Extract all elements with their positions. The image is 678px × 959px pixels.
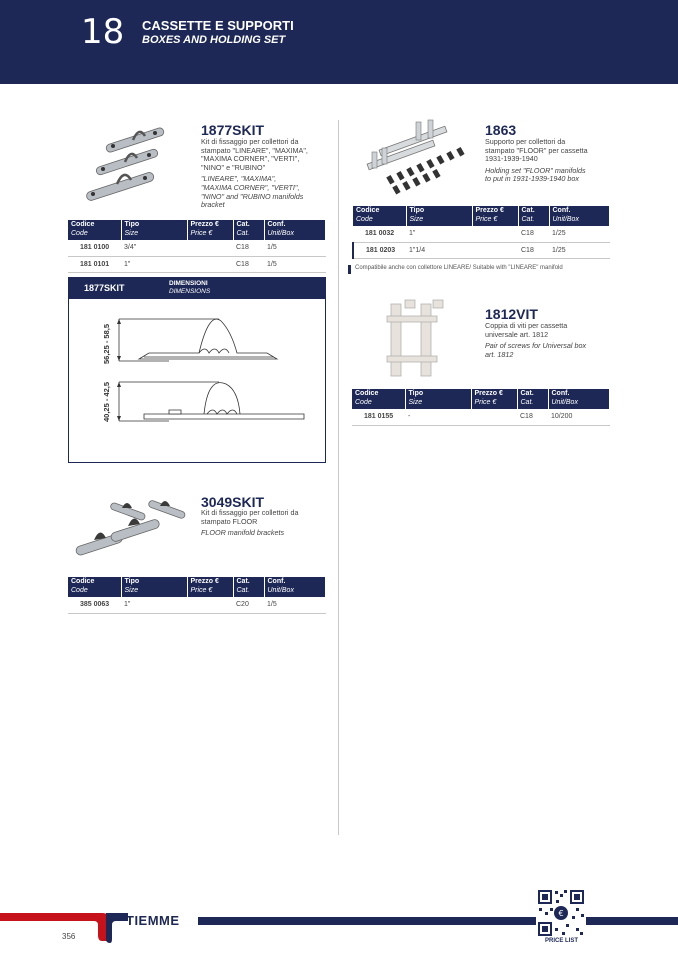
- dimensions-code: 1877SKIT: [84, 283, 125, 293]
- product-desc-3049skit: [201, 509, 326, 538]
- table-3049skit: [68, 577, 326, 614]
- product-desc-1863: [485, 138, 610, 184]
- cell-cat: C18: [518, 226, 549, 242]
- product-image-1812vit: [385, 298, 449, 382]
- cell-size: -: [405, 409, 471, 425]
- table-header-row: [68, 577, 326, 597]
- brand-logo: TIEMME: [126, 913, 180, 928]
- th-cat: Cat. Cat.: [518, 206, 549, 226]
- product-image-1877skit: [75, 118, 195, 210]
- desc-it: Supporto per collettori da stampato "FLOOR" per cassetta 1931-1939-1940: [485, 137, 588, 164]
- cell-box: 1/5: [264, 256, 326, 272]
- section-number: 18: [81, 12, 125, 52]
- th-size: Tipo Size: [405, 389, 471, 409]
- cell-cat: C18: [518, 242, 549, 258]
- product-title-1877skit: 1877SKIT: [201, 122, 265, 138]
- qr-label: PRICE LIST: [545, 938, 579, 944]
- th-box: Conf. Unit/Box: [264, 220, 326, 240]
- table-row: [353, 226, 610, 242]
- th-box: Conf. Unit/Box: [264, 577, 326, 597]
- desc-it: Coppia di viti per cassetta universale art. 1812: [485, 321, 568, 339]
- th-code: Codice Code: [68, 220, 121, 240]
- table-1863: [352, 206, 610, 259]
- dimensions-header: [69, 278, 325, 299]
- cell-code: 181 0100: [68, 240, 121, 256]
- table-1812vit: [352, 389, 610, 426]
- th-code: Codice Code: [352, 389, 405, 409]
- section-subtitle: BOXES AND HOLDING SET: [142, 34, 286, 46]
- cell-size: 1"1/4: [406, 242, 472, 258]
- desc-en: Holding set "FLOOR" manifolds to put in 1931-1939-1940 box: [485, 165, 586, 184]
- product-desc-1877skit: [201, 138, 326, 210]
- column-divider: [338, 120, 339, 835]
- cell-price: [472, 242, 518, 258]
- cell-size: 1": [121, 256, 187, 272]
- cell-code: 181 0203: [353, 242, 406, 258]
- th-box: Conf. Unit/Box: [548, 389, 610, 409]
- dimension-range-bottom: 40,25 - 42,5: [102, 381, 111, 422]
- table-row: [353, 242, 610, 258]
- cell-cat: C20: [233, 597, 264, 613]
- th-price: Prezzo € Price €: [472, 206, 518, 226]
- product-title-1812vit: 1812VIT: [485, 306, 538, 322]
- footer-red-bar: [0, 913, 95, 921]
- table-header-row: [353, 206, 610, 226]
- table-row: [352, 409, 610, 425]
- cell-cat: C18: [517, 409, 548, 425]
- footer-swoosh: [88, 913, 128, 945]
- th-price: Prezzo € Price €: [187, 220, 233, 240]
- th-price: Prezzo € Price €: [471, 389, 517, 409]
- product-title-3049skit: 3049SKIT: [201, 494, 265, 510]
- product-title-1863: 1863: [485, 122, 517, 138]
- page-header: [0, 0, 678, 84]
- dimension-range-top: 56,25 - 58,5: [102, 323, 111, 364]
- th-cat: Cat. Cat.: [233, 220, 264, 240]
- cell-code: 181 0101: [68, 256, 121, 272]
- cell-price: [187, 256, 233, 272]
- table-header-row: [352, 389, 610, 409]
- cell-box: 1/5: [264, 597, 326, 613]
- th-cat: Cat. Cat.: [233, 577, 264, 597]
- table-1877skit: [68, 220, 326, 273]
- cell-code: 181 0155: [352, 409, 405, 425]
- table-header-row: [68, 220, 326, 240]
- cell-cat: C18: [233, 256, 264, 272]
- th-box: Conf. Unit/Box: [549, 206, 610, 226]
- th-size: Tipo Size: [121, 577, 187, 597]
- cell-box: 1/25: [549, 226, 610, 242]
- th-size: Tipo Size: [121, 220, 187, 240]
- cell-size: 3/4": [121, 240, 187, 256]
- note-marker: [348, 265, 351, 274]
- qr-code[interactable]: [536, 888, 586, 938]
- th-code: Codice Code: [68, 577, 121, 597]
- page-number: 356: [62, 932, 76, 941]
- cell-box: 1/25: [549, 242, 610, 258]
- th-price: Prezzo € Price €: [187, 577, 233, 597]
- section-title: CASSETTE E SUPPORTI: [142, 18, 294, 33]
- product-image-1863: [358, 118, 478, 200]
- th-code: Codice Code: [353, 206, 406, 226]
- desc-en: FLOOR manifold brackets: [201, 528, 285, 538]
- cell-size: 1": [406, 226, 472, 242]
- cell-price: [471, 409, 517, 425]
- desc-en: "LINEARE", "MAXIMA", "MAXIMA CORNER", "VERTI", "NINO" and "RUBINO manifolds bracket: [201, 174, 304, 210]
- cell-price: [187, 597, 233, 613]
- svg-text:€: €: [558, 909, 564, 918]
- compatibility-note: Compatibile anche con collettore LINEARE/ Suitable with "LINEARE" manifold: [355, 265, 563, 271]
- table-row: [68, 597, 326, 613]
- product-desc-1812vit: [485, 322, 610, 359]
- desc-it: Kit di fissaggio per collettori da stampato "LINEARE", "MAXIMA", "MAXIMA CORNER", "VERTI", "NINO" e "RUBINO": [201, 137, 308, 172]
- cell-price: [187, 240, 233, 256]
- cell-box: 10/200: [548, 409, 610, 425]
- desc-en: Pair of screws for Universal box art. 1812: [485, 341, 587, 359]
- th-size: Tipo Size: [406, 206, 472, 226]
- footer-navy-bar: [198, 917, 678, 925]
- dimensions-label: DIMENSIONI DIMENSIONS: [169, 280, 211, 295]
- cell-price: [472, 226, 518, 242]
- table-row: [68, 240, 326, 256]
- cell-code: 385 0063: [68, 597, 121, 613]
- cell-code: 181 0032: [353, 226, 406, 242]
- desc-it: Kit di fissaggio per collettori da stampato FLOOR: [201, 508, 299, 526]
- product-image-3049skit: [70, 490, 190, 570]
- th-cat: Cat. Cat.: [517, 389, 548, 409]
- cell-cat: C18: [233, 240, 264, 256]
- dimensions-panel: [68, 277, 326, 463]
- cell-size: 1": [121, 597, 187, 613]
- cell-box: 1/5: [264, 240, 326, 256]
- table-row: [68, 256, 326, 272]
